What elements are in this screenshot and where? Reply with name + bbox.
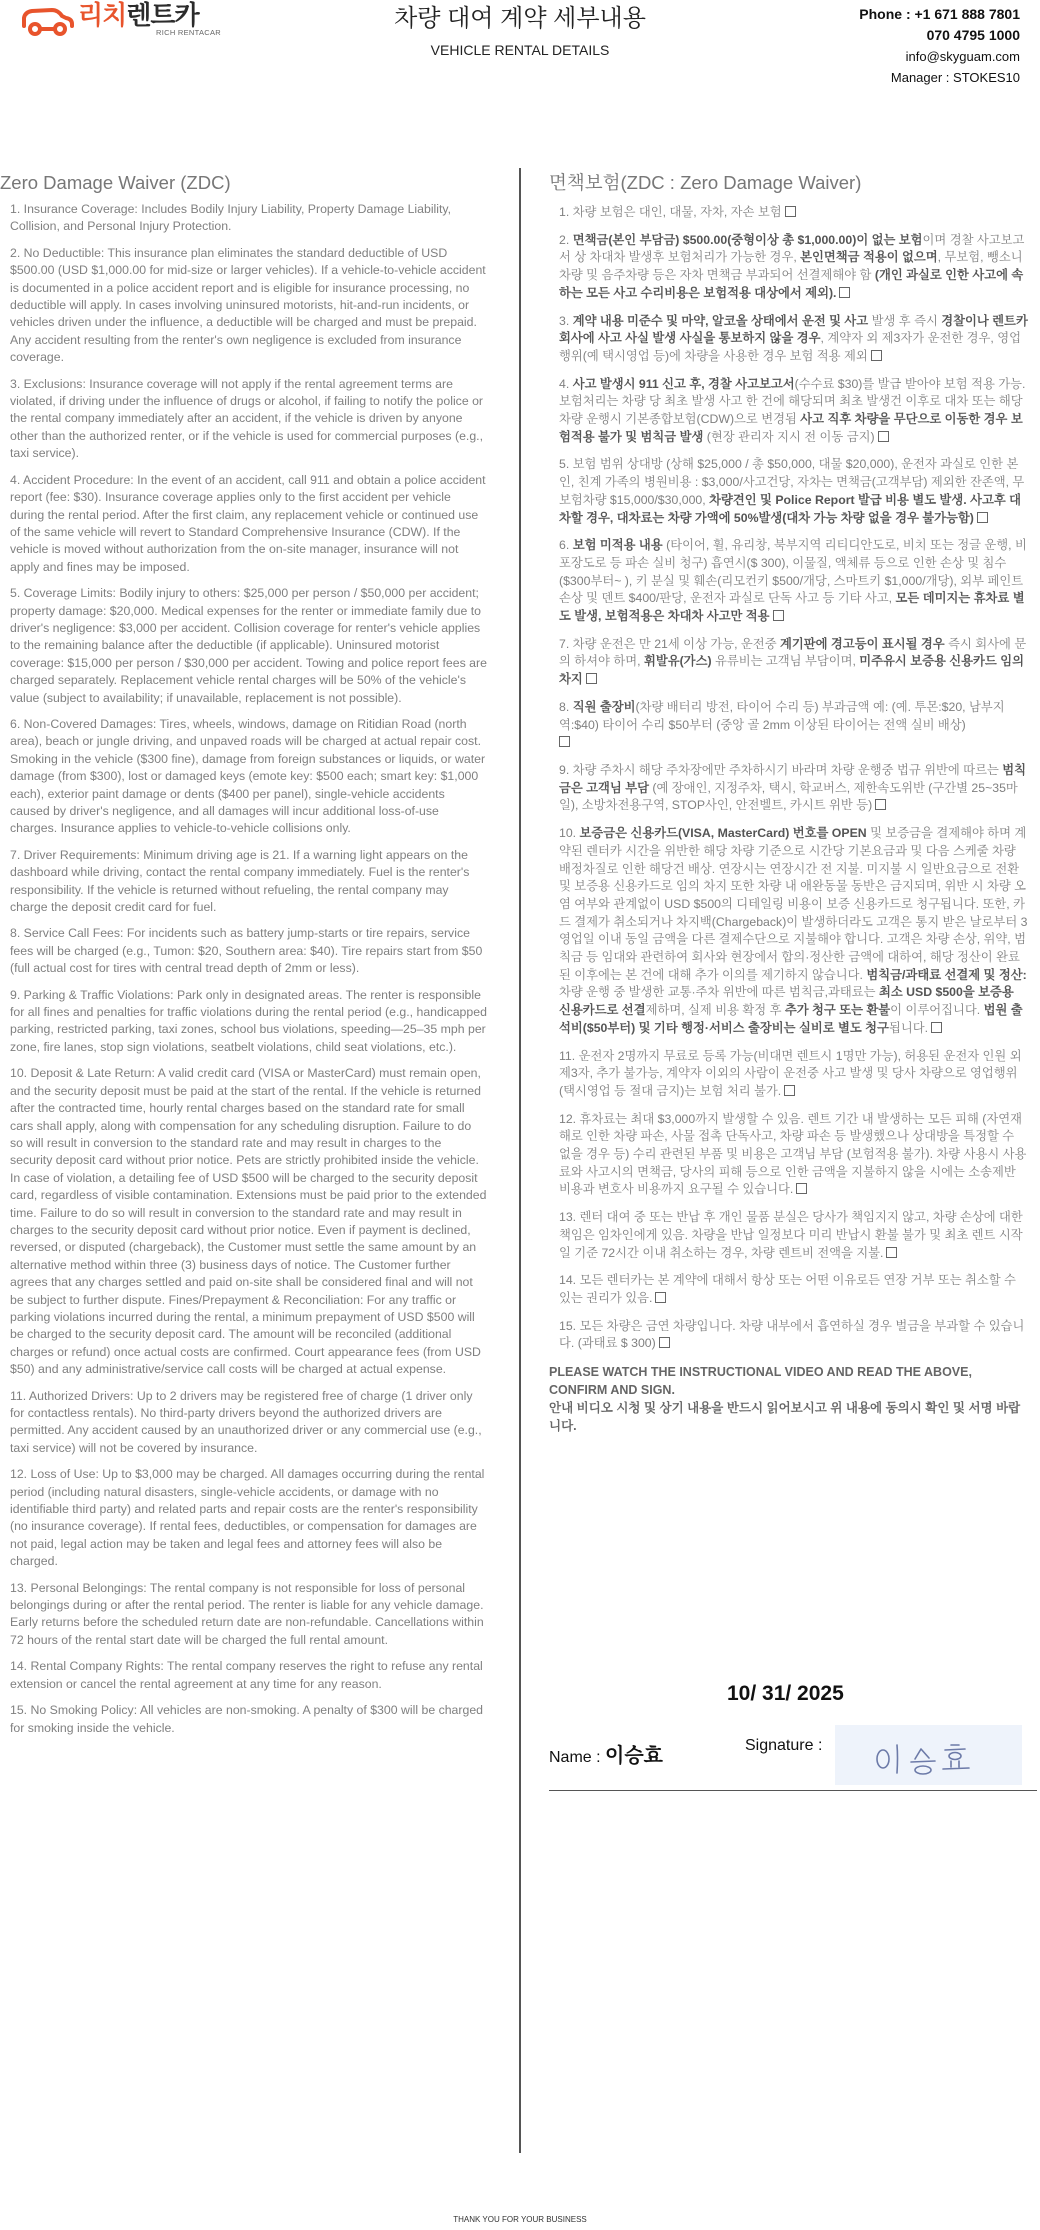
- ko-clause-3-part: , 계약자 외 제3자가 운전한 경우, 영업행위(예 택시영업 등)에 차량을 사용한 경우 보험 적용 제외: [559, 331, 1021, 363]
- ko-clause-11-text: 11. 운전자 2명까지 무료로 등록 가능(비대면 렌트시 1명만 가능), 허용된 운전자 인원 외 제3자, 추가 불가능, 계약자 이외의 사람이 운전중 사고 발생 및 당사 차량으로 영업행위(택시영업 등 절대 금지)는 보험 처리 불가.: [559, 1048, 1022, 1098]
- en-clause-7: 7. Driver Requirements: Minimum driving age is 21. If a warning light appears on the dashboard while driving, contact the rental company immediately. Fuel is the renter's responsibility. If the vehicle is returned without refueling, the rental company may charge the deposit credit card for fuel.: [10, 847, 470, 915]
- ko-clause-4-part: 4.: [559, 376, 573, 391]
- ko-clause-15-text: 15. 모든 차량은 금연 차량입니다. 차량 내부에서 흡연하실 경우 벌금을 부과할 수 있습니다. (과태료 $ 300): [559, 1318, 1025, 1351]
- ko-clause-3: [559, 313, 1029, 366]
- ko-clause-7: [559, 636, 1029, 689]
- en-clause-15: 15. No Smoking Policy: All vehicles are non-smoking. A penalty of $300 will be charged for smoking inside the vehicle.: [10, 1703, 484, 1735]
- ko-clause-4-part: (현장 관리자 지시 전 이동 금지): [703, 429, 875, 444]
- en-clause-6: 6. Non-Covered Damages: Tires, wheels, windows, damage on Ritidian Road (north area), beach or jungle driving, and unpaved roads will be charged at actual repair cost. Smoking in the vehicle ($300 fine), damage from foreign substances or liquids, or water damage (from $300), lost or damaged keys (emote key: $500 each; smart key: $1,000 each), exterior paint damage or dents ($400 per panel), single-vehicle accidents caused by driver's negligence, and all damages will incur additional loss-of-use charges. Insurance applies to vehicle-to-vehicle collisions only.: [10, 716, 486, 836]
- signature-row: [549, 1725, 1037, 1791]
- en-clause-12: 12. Loss of Use: Up to $3,000 may be charged. All damages occurring during the rental period (including natural disasters, single-vehicle accidents, or damage with no identifiable third party) and related parts and repair costs are the renter's responsibility (no insurance coverage). If rental fees, deductibles, or compensation for damages are not paid, legal action may be taken and legal fees and attorney fees will also be charged.: [10, 1467, 485, 1569]
- ko-clause-9-part: 9. 차량 주차시 해당 주차장에만 주차하시기 바라며 차량 운행중 법규 위반에 따르는: [559, 762, 1003, 777]
- ko-clause-10-part: 10.: [559, 826, 580, 841]
- ko-clause-10-bold: 보증금은 신용카드(VISA, MasterCard) 번호를 OPEN: [579, 826, 867, 841]
- ko-clause-8-bold: 직원 출장비: [572, 699, 636, 714]
- ko-clause-15: [559, 1318, 1029, 1353]
- notice-english: PLEASE WATCH THE INSTRUCTIONAL VIDEO AND READ THE ABOVE, CONFIRM AND SIGN.: [549, 1365, 972, 1398]
- confirmation-notice: [549, 1363, 1029, 1435]
- agree-checkbox-11[interactable]: [784, 1085, 795, 1096]
- column-divider: [519, 168, 521, 2153]
- name-label: Name :: [549, 1749, 606, 1766]
- en-clause-11: 11. Authorized Drivers: Up to 2 drivers may be registered free of charge (1 driver only for contactless rentals). No third-party drivers beyond the authorized drivers are permitted. Any accident caused by an unauthorized driver or any commercial use (e.g., taxi service) will not be covered by insurance.: [10, 1388, 482, 1455]
- agree-checkbox-14[interactable]: [655, 1292, 666, 1303]
- ko-clause-7-part: 7. 차량 운전은 만 21세 이상 가능, 운전중: [559, 636, 780, 651]
- ko-clause-6-part: 6.: [559, 538, 573, 553]
- agree-checkbox-2[interactable]: [839, 287, 850, 298]
- ko-clause-3-bold: 계약 내용 미준수 및 마약, 알코올 상태에서 운전 및 사고: [572, 313, 869, 328]
- ko-clause-7-part: 유류비는 고객님 부담이며,: [711, 654, 860, 669]
- name-field: [549, 1739, 663, 1768]
- ko-clause-10-part: 차량 운행 중 발생한 교통·주차 위반에 따른 범칙금,과태료는: [559, 985, 879, 1000]
- ko-clause-10-part: 및 보증금을 결제해야 하며 계약된 렌터카 시간을 위반한 해당 차량 기준으로 시간당 기본요금과 및 다음 스케줄 차량 배정차질로 인한 해당건 배상. 연장시는 연장시간 전 지불. 미지불 시 일반요금으로 전환 및 보증용 신용카드로 임의 차지 또한 차량 내 애완동물 동반은 금지되며, 위반 시 차량 오염 여부와 관계없이 USD $500의 디테일링 비용이 보증 신용카드로 청구됩니다. 또한, 카드 결제가 취소되거나 차지백(Chargeback)이 발생하더라도 고객은 통지 받은 날로부터 3영업일 이내 동일 금액을 다른 결제수단으로 지불해야 합니다. 고객은 차량 손상, 위약, 범칙금 등 임대와 관련하여 회사와 현장에서 합의·정산한 금액에 대하여, 해당 정산이 완료된 이후에는 본 건에 대해 추가 이의를 제기하지 않습니다.: [559, 826, 1028, 982]
- handwritten-signature: [835, 1725, 1022, 1785]
- ko-clause-5-bold: 차량견인 및 Police Report 발급 비용 별도 발생. 사고후 대차할 경우, 대차료는 차량 가액에 50%발생(대차 가능 차량 없을 경우 불가능함): [559, 492, 1022, 525]
- en-clause-8: 8. Service Call Fees: For incidents such as battery jump-starts or tire repairs, service fees will be charged (e.g., Tumon: $20, Southern area: $40). Tire repairs start from $50 (full actual cost for tires with central tread depth of 2mm or less).: [10, 926, 483, 976]
- ko-clause-13-text: 13. 렌터 대여 중 또는 반납 후 개인 물품 분실은 당사가 책임지지 않고, 차량 손상에 대한 책임은 임차인에게 있음. 차량을 반납 일정보다 미리 반납시 환불 불가 및 최초 렌트 시작일 기준 72시간 이내 취소하는 경우, 차량 렌트비 전액을 지불.: [559, 1210, 1023, 1260]
- ko-clause-6-bold: 보험 미적용 내용: [572, 538, 663, 553]
- agree-checkbox-12[interactable]: [796, 1183, 807, 1194]
- agree-checkbox-6[interactable]: [773, 610, 784, 621]
- ko-clause-6-part: (타이어, 휠, 유리창, 북부지역 리티디안도로, 비치 또는 정글 운행, 비포장도로 등 파손 실비 청구) 흡연시($ 300), 이물질, 액체류 등으로 인한 손상 및 침수($300부터~ ), 키 분실 및 훼손(리모컨키 $500/개당, 스마트키 $1,000/개당), 외부 페인트 손상 및 덴트 $400/판당, 운전자 과실로 단독 사고 등 기타 사고,: [559, 538, 1027, 606]
- ko-clause-2: [559, 232, 1029, 303]
- phone-secondary: 070 4795 1000: [926, 27, 1020, 43]
- agree-checkbox-1[interactable]: [785, 206, 796, 217]
- english-heading: Zero Damage Waiver (ZDC): [0, 172, 231, 193]
- ko-clause-3-part: 발생 후 즉시: [868, 313, 942, 328]
- ko-clause-8-part: (차량 배터리 방전, 타이어 수리 등) 부과금액 예: (예. 투몬:$20, 남부지역:$40) 타이어 수리 $50부터 (중앙 골 2mm 이상된 타이어는 전액 실비 배상): [559, 699, 1005, 732]
- ko-clause-5: [559, 456, 1029, 527]
- signature-label: Signature :: [745, 1737, 823, 1754]
- ko-clause-2-bold: 본인면책금 적용이 없으며: [800, 250, 938, 265]
- agree-checkbox-8[interactable]: [559, 736, 570, 747]
- en-clause-3: 3. Exclusions: Insurance coverage will not apply if the rental agreement terms are violated, if driving under the influence of drugs or alcohol, if failing to notify the police or the rental company immediately after an accident, if the vehicle is driven by anyone other than the authorized renter, or if the vehicle is used for commercial purposes (e.g., taxi service).: [10, 376, 484, 461]
- en-clause-10: 10. Deposit & Late Return: A valid credit card (VISA or MasterCard) must remain open, and the security deposit must be paid at the start of the rental. If the vehicle is returned after the contracted time, hourly rental charges based on the standard rate for small cars shall apply, along with compensation for any scheduling disruption. Failure to do so will result in conversion to the standard rate and may result in charges to the security deposit card without prior notice. Pets are strictly prohibited inside the vehicle. In case of violation, a detailing fee of USD $500 will be charged to the security deposit card, regardless of visible contamination. Extensions must be paid prior to the extended time. Failure to do so will result in conversion to the standard rate and may result in charges to the security deposit card without prior notice. Even if payment is declined, reversed, or disputed (chargeback), the Customer must settle the same amount by an alternative method within three (3) business days of notice. The Customer further agrees that any charges settled and paid on-site shall be considered final and will not be subject to further dispute. Fines/Prepayment & Reconciliation: For any traffic or parking violations incurred during the rental, a minimum prepayment of USD $500 will be charged to the security deposit card. The amount will be reconciled (additional charges or refund) once actual costs are confirmed. Court appearance fees (from USD $50) and any administrative/service call costs will be charged at actual expense.: [10, 1066, 487, 1377]
- car-logo-icon: [18, 0, 78, 40]
- en-clause-9: 9. Parking & Traffic Violations: Park only in designated areas. The renter is responsible for all fines and penalties for traffic violations during the rental period (e.g., handicapped parking, restricted parking, taxi zones, school bus violations, speeding—25–35 mph per zone, fire lanes, stop sign violations, seatbelt violations, child seat violations, etc.).: [10, 987, 487, 1054]
- en-clause-2: 2. No Deductible: This insurance plan eliminates the standard deductible of USD $500.00 (USD $1,000.00 for mid-size or larger vehicles). If a vehicle-to-vehicle accident is documented in a police accident report and is eligible for insurance processing, no deductible will apply. In cases involving uninsured motorists, hit-and-run incidents, or vehicles driven under the influence, a deductible will be charged and must be prepaid. Any accident resulting from the renter's own negligence is excluded from insurance coverage.: [10, 245, 486, 365]
- ko-clause-12-text: 12. 휴차료는 최대 $3,000까지 발생할 수 있음. 렌트 기간 내 발생하는 모든 피해 (자연재해로 인한 차량 파손, 사물 접촉 단독사고, 차량 파손 등 발생했으나 상대방을 특정할 수 없을 경우 등) 수리 관련된 부품 및 비용은 고객님 부담 (보험적용 불가). 차량 사용시 사용료와 사고시의 면책금, 당사의 피해 등으로 인한 금액을 지불하지 않을 시에는 소송제반 비용과 변호사 비용까지 요구될 수 있습니다.: [559, 1111, 1027, 1197]
- ko-clause-10-bold: 범칙금/과태료 선결제 및 정산:: [866, 967, 1027, 982]
- ko-clause-10-bold: 법원 출석비($50부터) 및 기타 행정·서비스 출장비는 실비로 별도 청구: [559, 1003, 1023, 1035]
- ko-clause-5-part: 5. 보험 범위 상대방 (상해 $25,000 / 총 $50,000, 대물 $20,000), 운전자 과실로 인한 본인, 친계 가족의 병원비용 : $3,000/사고건당, 자차는 면책금(고객부담) 제외한 잔존액, 무보험차량 $15,000/$30,000,: [559, 457, 1025, 507]
- ko-clause-2-bold: 면책금(본인 부담금) $500.00(중형이상 총 $1,000.00)이 없는 보험: [572, 232, 923, 247]
- manager-name: Manager : STOKES10: [890, 70, 1020, 85]
- footer-thank-you: THANK YOU FOR YOUR BUSINESS: [453, 2215, 587, 2224]
- ko-clause-10: [559, 825, 1029, 1037]
- ko-clause-3-part: 3.: [559, 313, 573, 328]
- agree-checkbox-15[interactable]: [659, 1337, 670, 1348]
- ko-clause-2-part: 2.: [559, 232, 573, 247]
- ko-clause-2-part: 이며 경찰 사고보고서 상 차대차 발생후 보험처리가 가능한 경우,: [559, 232, 1025, 265]
- ko-clause-8-part: 8.: [559, 699, 573, 714]
- korean-heading: 면책보험(ZDC : Zero Damage Waiver): [549, 172, 862, 193]
- ko-clause-11: [559, 1048, 1029, 1101]
- ko-clause-3-bold: 경찰이나 렌트카 회사에 사고 사실 발생 사실을 통보하지 않을 경우: [559, 313, 1028, 346]
- agree-checkbox-3[interactable]: [871, 350, 882, 361]
- ko-clause-10-part: 이 이루어집니다.: [890, 1003, 984, 1018]
- ko-clause-9-bold: 범칙금은 고객님 부담: [559, 762, 1027, 795]
- ko-clause-10-bold: 추가 청구 또는 환불: [784, 1003, 891, 1018]
- ko-clause-8: [559, 699, 1029, 752]
- en-clause-4: 4. Accident Procedure: In the event of an accident, call 911 and obtain a police accident report (fee: $30). Insurance coverage applies only to the first accident per vehicle during the rental period. After the first claim, any replacement vehicle or continued use of the same vehicle will revert to Standard Comprehensive Insurance (CDW). If the vehicle is moved without authorization from the on-site manager, insurance will not apply and fines may be imposed.: [10, 472, 486, 574]
- title-korean: 차량 대여 계약 세부내용: [394, 5, 646, 32]
- company-logo: [18, 0, 222, 44]
- ko-clause-4-part: (수수료 $30)를 발급 받아야 보험 적용 가능. 보험처리는 차량 당 최초 발생 사고 한 건에 해당되며 최초 발생건 이후로 대차 또는 해당 차량 운행시 기본종합보험(CDW)으로 변경됨: [559, 376, 1026, 427]
- signature-date: 10/ 31/ 2025: [727, 1682, 844, 1705]
- ko-clause-10-part: 됩니다.: [888, 1020, 928, 1035]
- en-clause-13: 13. Personal Belongings: The rental company is not responsible for loss of personal belongings during or after the rental period. The renter is liable for any vehicle damage. Early returns before the scheduled return date are non-refundable. Cancellations within 72 hours of the rental start date will be charged the full rental amount.: [10, 1580, 484, 1647]
- renter-name: 이승효: [605, 1745, 663, 1767]
- title-english: VEHICLE RENTAL DETAILS: [430, 42, 610, 58]
- korean-terms-column: [549, 171, 1029, 1435]
- phone-primary: Phone : +1 671 888 7801: [859, 6, 1020, 22]
- en-clause-5: 5. Coverage Limits: Bodily injury to others: $25,000 per person / $50,000 per accident; property damage: $20,000. Medical expenses for the renter or immediate family due to driver's negligence: $3,000 per accident. Collision coverage for renter's vehicle applies to the remaining balance after the deductible (if applicable). Uninsured motorist coverage: $15,000 per person / $30,000 per accident. Towing and police report fees are charged separately. Replacement vehicle rental charges will be 50% of the vehicle's value (subject to availability; if unavailable, replacement is not possible).: [10, 586, 487, 705]
- english-terms-column: [0, 171, 487, 1746]
- ko-clause-7-bold: 휘발유(가스): [643, 654, 712, 669]
- ko-clause-9: [559, 762, 1029, 815]
- logo-text-red: 리치: [78, 0, 127, 30]
- agree-checkbox-5[interactable]: [977, 512, 988, 523]
- ko-clause-4: [559, 376, 1029, 447]
- logo-text-dark: 렌트카: [126, 0, 199, 30]
- en-clause-1: 1. Insurance Coverage: Includes Bodily Injury Liability, Property Damage Liability, Collision, and Personal Injury Protection.: [10, 202, 452, 234]
- agree-checkbox-4[interactable]: [878, 431, 889, 442]
- ko-clause-2-part: , 무보험, 뺑소니 차량 및 음주차량 등은 자차 면책금 부과되어 선결제해야 함: [559, 250, 1023, 283]
- ko-clause-13: [559, 1209, 1029, 1262]
- ko-clause-7-bold: 계기판에 경고등이 표시될 경우: [780, 636, 945, 651]
- ko-clause-7-bold: 미주유시 보증용 신용카드 임의 차지: [559, 654, 1024, 687]
- ko-clause-9-part: (예 장애인, 지정주차, 택시, 학교버스, 제한속도위반 (구간별 25~35마일), 소방차전용구역, STOP사인, 안전벨트, 카시트 위반 등): [559, 780, 1018, 813]
- contact-block: [859, 4, 1020, 88]
- ko-clause-6: [559, 537, 1029, 626]
- ko-clause-12: [559, 1111, 1029, 1200]
- en-clause-14: 14. Rental Company Rights: The rental company reserves the right to refuse any rental extension or cancel the rental agreement at any time for any reason.: [10, 1659, 483, 1691]
- agree-checkbox-7[interactable]: [586, 673, 597, 684]
- ko-clause-1-text: 1. 차량 보험은 대인, 대물, 자차, 자손 보험: [559, 205, 782, 219]
- agree-checkbox-13[interactable]: [886, 1247, 897, 1258]
- ko-clause-14: [559, 1272, 1029, 1307]
- ko-clause-10-bold: 최소 USD $500을 보증용 신용카드로 선결: [559, 985, 1014, 1018]
- ko-clause-7-part: 즉시 회사에 문의 하셔야 하며,: [559, 636, 1027, 669]
- ko-clause-2-bold: (개인 과실로 인한 사고에 속하는 모든 사고 수리비용은 보험적용 대상에서 제외).: [559, 268, 1024, 300]
- ko-clause-10-part: 제하며, 실제 비용 확정 후: [645, 1003, 785, 1018]
- notice-korean: 안내 비디오 시청 및 상기 내용을 반드시 읽어보시고 위 내용에 동의시 확인 및 서명 바랍니다.: [549, 1401, 1021, 1434]
- logo-subtext: RICH RENTACAR: [156, 28, 222, 37]
- ko-clause-1: [559, 204, 1029, 222]
- ko-clause-4-bold: 사고 직후 차량을 무단으로 이동한 경우 보험적용 불가 및 범칙금 발생: [559, 412, 1023, 444]
- contact-email: info@skyguam.com: [905, 49, 1020, 64]
- ko-clause-14-text: 14. 모든 렌터카는 본 계약에 대해서 항상 또는 어떤 이유로든 연장 거부 또는 취소할 수 있는 권리가 있음.: [559, 1273, 1016, 1305]
- document-title: [320, 2, 720, 60]
- agree-checkbox-10[interactable]: [931, 1022, 942, 1033]
- signature-pad[interactable]: [835, 1725, 1022, 1785]
- ko-clause-6-bold: 모든 데미지는 휴차료 별도 발생, 보험적용은 차대차 사고만 적용: [559, 591, 1025, 624]
- ko-clause-4-bold: 사고 발생시 911 신고 후, 경찰 사고보고서: [572, 376, 795, 391]
- agree-checkbox-9[interactable]: [875, 799, 886, 810]
